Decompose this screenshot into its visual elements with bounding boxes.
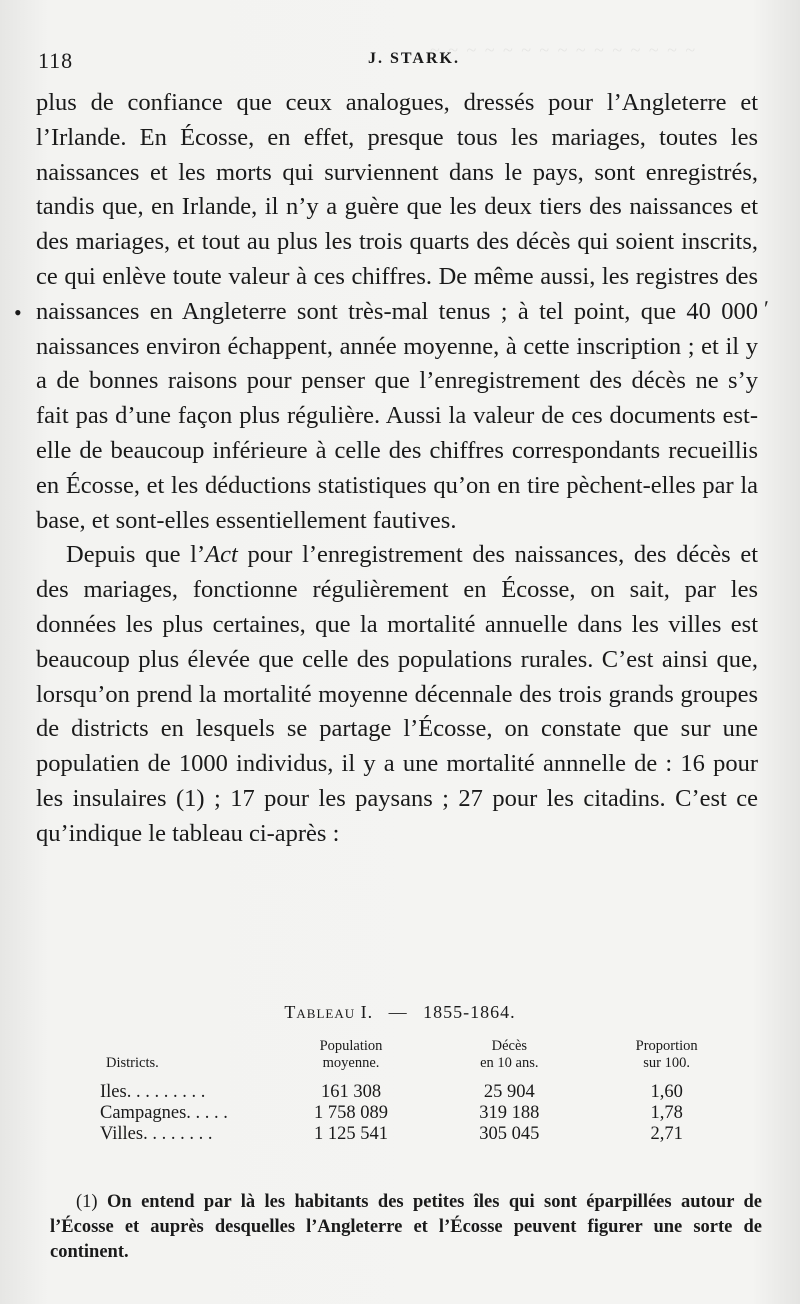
header-population-line2: moyenne. bbox=[322, 1055, 380, 1071]
cell-deaths: 305 045 bbox=[479, 1124, 540, 1144]
header-deaths bbox=[425, 1038, 593, 1082]
cell-population: 161 308 bbox=[320, 1082, 382, 1102]
header-proportion-line1: Proportion bbox=[635, 1038, 698, 1054]
cell-district: Campagnes. . . . . bbox=[100, 1103, 228, 1123]
table-caption-label: Tableau I. bbox=[284, 1002, 374, 1022]
mortality-table bbox=[100, 1038, 740, 1145]
table-row bbox=[100, 1082, 740, 1103]
table-caption-dash: — bbox=[388, 1002, 408, 1022]
table-caption-years: 1855-1864. bbox=[423, 1002, 516, 1022]
margin-mark-left: • bbox=[14, 300, 22, 325]
table-header-row bbox=[100, 1038, 740, 1082]
cell-deaths: 319 188 bbox=[479, 1103, 540, 1123]
footnote-marker: (1) bbox=[76, 1192, 98, 1212]
table-row bbox=[100, 1124, 740, 1145]
cell-population: 1 758 089 bbox=[314, 1103, 388, 1123]
paragraph-2-italic-act: Act bbox=[205, 541, 238, 569]
body-text bbox=[36, 86, 758, 852]
header-proportion bbox=[593, 1038, 740, 1082]
cell-district: Iles. . . . . . . . . bbox=[100, 1082, 206, 1102]
header-proportion-line2: sur 100. bbox=[643, 1055, 691, 1071]
header-population bbox=[277, 1038, 426, 1082]
bleed-through-texture: ~ ~ ~ ~ ~ ~ ~ ~ ~ ~ ~ ~ ~ ~ ~ bbox=[430, 40, 698, 60]
paragraph-2-before: Depuis que l’ bbox=[66, 541, 206, 569]
cell-deaths: 25 904 bbox=[483, 1082, 535, 1102]
margin-mark-right: ʹ bbox=[764, 296, 769, 321]
header-districts: Districts. bbox=[106, 1055, 159, 1071]
paragraph-2-after: pour l’enregistrement des naissances, des décès et des mariages, fonctionne régulièrement en Écosse, on sait, par les données les plus certaines, que la mortalité annuelle dans les villes est beaucoup plus élevée que celle des populations rurales. C’est ainsi que, lorsqu’on prend la mortalité moyenne décennale des trois grands groupes de districts en lesquels se partage l’Écosse, on constate que sur une populatien de 1000 individus, il y a une mortalité annnelle de : 16 pour les insulaires (1) ; 17 pour les paysans ; 27 pour les citadins. C’est ce qu’indique le tableau ci-après : bbox=[36, 541, 759, 847]
header-deaths-line1: Décès bbox=[491, 1038, 528, 1054]
footnote bbox=[50, 1190, 762, 1265]
cell-population: 1 125 541 bbox=[314, 1124, 388, 1144]
table-caption bbox=[0, 1002, 800, 1023]
running-head: J. STARK. bbox=[368, 50, 460, 67]
cell-proportion: 1,60 bbox=[650, 1082, 683, 1102]
footnote-text: On entend par là les habitants des petites îles qui sont éparpillées autour de l’Écosse et auprès desquelles l’Angleterre et l’Écosse peuvent figurer une sorte de continent. bbox=[50, 1192, 763, 1262]
table-row bbox=[100, 1103, 740, 1124]
cell-proportion: 2,71 bbox=[650, 1124, 683, 1144]
cell-district: Villes. . . . . . . . bbox=[100, 1124, 213, 1144]
page-number: 118 bbox=[38, 48, 74, 73]
cell-proportion: 1,78 bbox=[650, 1103, 683, 1123]
header-deaths-line2: en 10 ans. bbox=[480, 1055, 539, 1071]
header-population-line1: Population bbox=[319, 1038, 383, 1054]
paragraph-2 bbox=[36, 538, 758, 851]
paragraph-1: plus de confiance que ceux analogues, dressés pour l’Angleterre et l’Irlande. En Écosse, en effet, presque tous les mariages, toutes les naissances et les morts qui surviennent dans le pays, sont enregistrés, tandis que, en Irlande, il n’y a guère que les deux tiers des naissances et des mariages, et tout au plus les trois quarts des décès qui soient inscrits, ce qui enlève toute valeur à ces chiffres. De même aussi, les registres des naissances en Angleterre sont très-mal tenus ; à tel point, que 40 000 naissances environ échappent, année moyenne, à cette inscription ; et il y a de bonnes raisons pour penser que l’enregistrement des décès ne s’y fait pas d’une façon plus régulière. Aussi la valeur de ces documents est-elle de beaucoup inférieure à celle des chiffres correspondants recueillis en Écosse, et les déductions statistiques qu’on en tire pèchent-elles par la base, et sont-elles essentiellement fautives. bbox=[36, 89, 758, 534]
page-header bbox=[38, 48, 760, 78]
